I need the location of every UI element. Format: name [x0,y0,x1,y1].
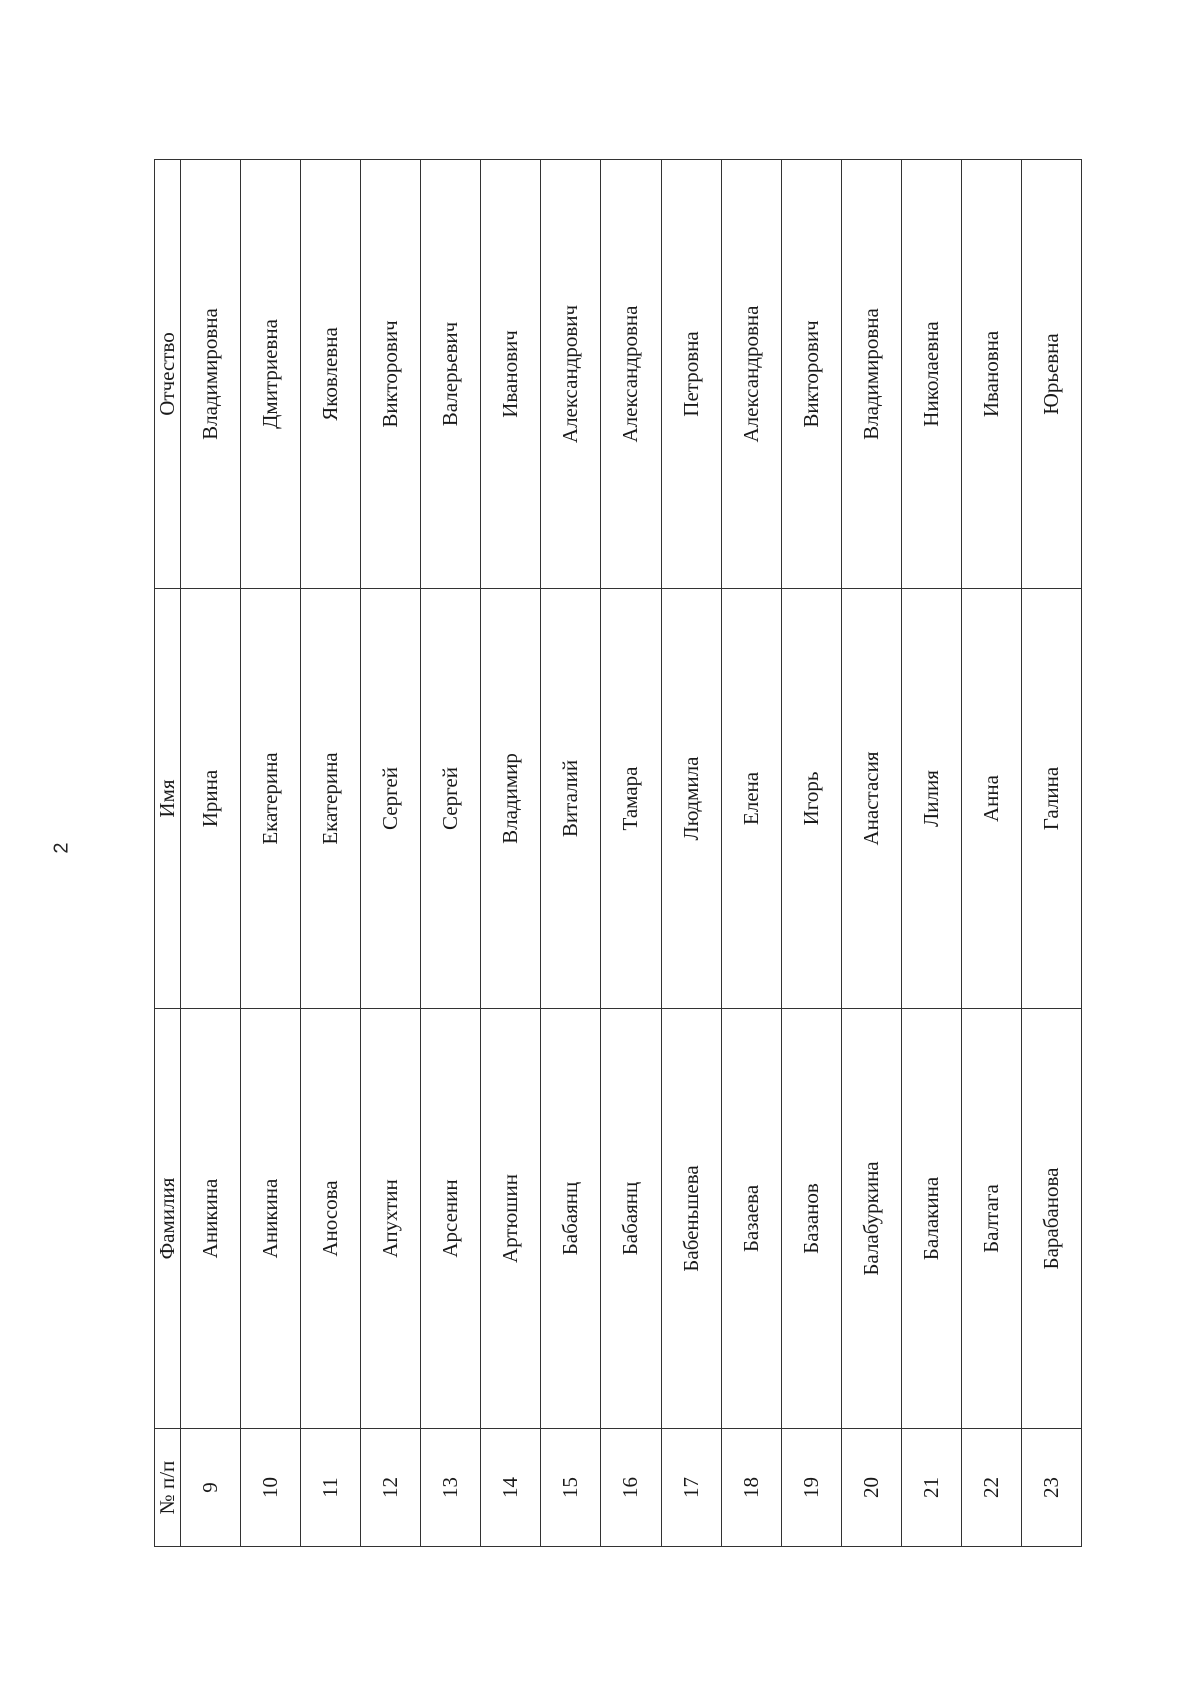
cell-patronymic: Викторович [781,160,841,589]
cell-surname: Аникина [241,1009,301,1429]
cell-num: 14 [481,1429,541,1547]
cell-name: Анастасия [841,589,901,1009]
cell-num: 17 [661,1429,721,1547]
cell-patronymic: Ивановна [961,160,1021,589]
cell-patronymic: Александровна [721,160,781,589]
cell-name: Владимир [481,589,541,1009]
cell-patronymic: Викторович [361,160,421,589]
cell-surname: Аносова [301,1009,361,1429]
table-row [481,160,541,1547]
cell-patronymic: Яковлевна [301,160,361,589]
table-row [301,160,361,1547]
cell-num: 18 [721,1429,781,1547]
table-row [361,160,421,1547]
cell-surname: Балабуркина [841,1009,901,1429]
cell-name: Игорь [781,589,841,1009]
cell-surname: Базаева [721,1009,781,1429]
cell-patronymic: Юрьевна [1021,160,1081,589]
header-num: № п/п [155,1429,181,1547]
table-row [1021,160,1081,1547]
cell-num: 12 [361,1429,421,1547]
cell-num: 15 [541,1429,601,1547]
cell-name: Сергей [421,589,481,1009]
cell-surname: Балтага [961,1009,1021,1429]
header-patronymic: Отчество [155,160,181,589]
cell-surname: Артюшин [481,1009,541,1429]
cell-surname: Арсенин [421,1009,481,1429]
header-surname: Фамилия [155,1009,181,1429]
cell-patronymic: Николаевна [901,160,961,589]
cell-num: 13 [421,1429,481,1547]
table-row [901,160,961,1547]
cell-name: Виталий [541,589,601,1009]
cell-surname: Базанов [781,1009,841,1429]
cell-name: Екатерина [241,589,301,1009]
cell-num: 16 [601,1429,661,1547]
cell-name: Екатерина [301,589,361,1009]
table-row [601,160,661,1547]
table-row [781,160,841,1547]
table-row [181,160,241,1547]
cell-num: 19 [781,1429,841,1547]
cell-name: Галина [1021,589,1081,1009]
cell-name: Елена [721,589,781,1009]
rotated-table-container [154,160,1082,1547]
table-row [421,160,481,1547]
cell-name: Лилия [901,589,961,1009]
cell-surname: Бабаянц [541,1009,601,1429]
cell-num: 20 [841,1429,901,1547]
cell-patronymic: Владимировна [181,160,241,589]
cell-name: Анна [961,589,1021,1009]
table-row [721,160,781,1547]
table-row [241,160,301,1547]
cell-surname: Аникина [181,1009,241,1429]
cell-patronymic: Александрович [541,160,601,589]
table-header-row [155,160,181,1547]
cell-patronymic: Владимировна [841,160,901,589]
page-number: 2 [50,842,73,854]
cell-name: Ирина [181,589,241,1009]
cell-patronymic: Валерьевич [421,160,481,589]
cell-surname: Барабанова [1021,1009,1081,1429]
cell-patronymic: Иванович [481,160,541,589]
cell-num: 22 [961,1429,1021,1547]
cell-patronymic: Александровна [601,160,661,589]
table-body [181,160,1082,1547]
cell-patronymic: Дмитриевна [241,160,301,589]
roster-table [154,159,1082,1547]
cell-num: 9 [181,1429,241,1547]
cell-name: Людмила [661,589,721,1009]
table-row [661,160,721,1547]
cell-name: Тамара [601,589,661,1009]
cell-num: 10 [241,1429,301,1547]
header-name: Имя [155,589,181,1009]
cell-surname: Бабаянц [601,1009,661,1429]
cell-num: 21 [901,1429,961,1547]
table-row [541,160,601,1547]
cell-surname: Апухтин [361,1009,421,1429]
cell-name: Сергей [361,589,421,1009]
cell-num: 11 [301,1429,361,1547]
table-row [961,160,1021,1547]
cell-patronymic: Петровна [661,160,721,589]
cell-num: 23 [1021,1429,1081,1547]
cell-surname: Балакина [901,1009,961,1429]
cell-surname: Бабеньшева [661,1009,721,1429]
table-row [841,160,901,1547]
